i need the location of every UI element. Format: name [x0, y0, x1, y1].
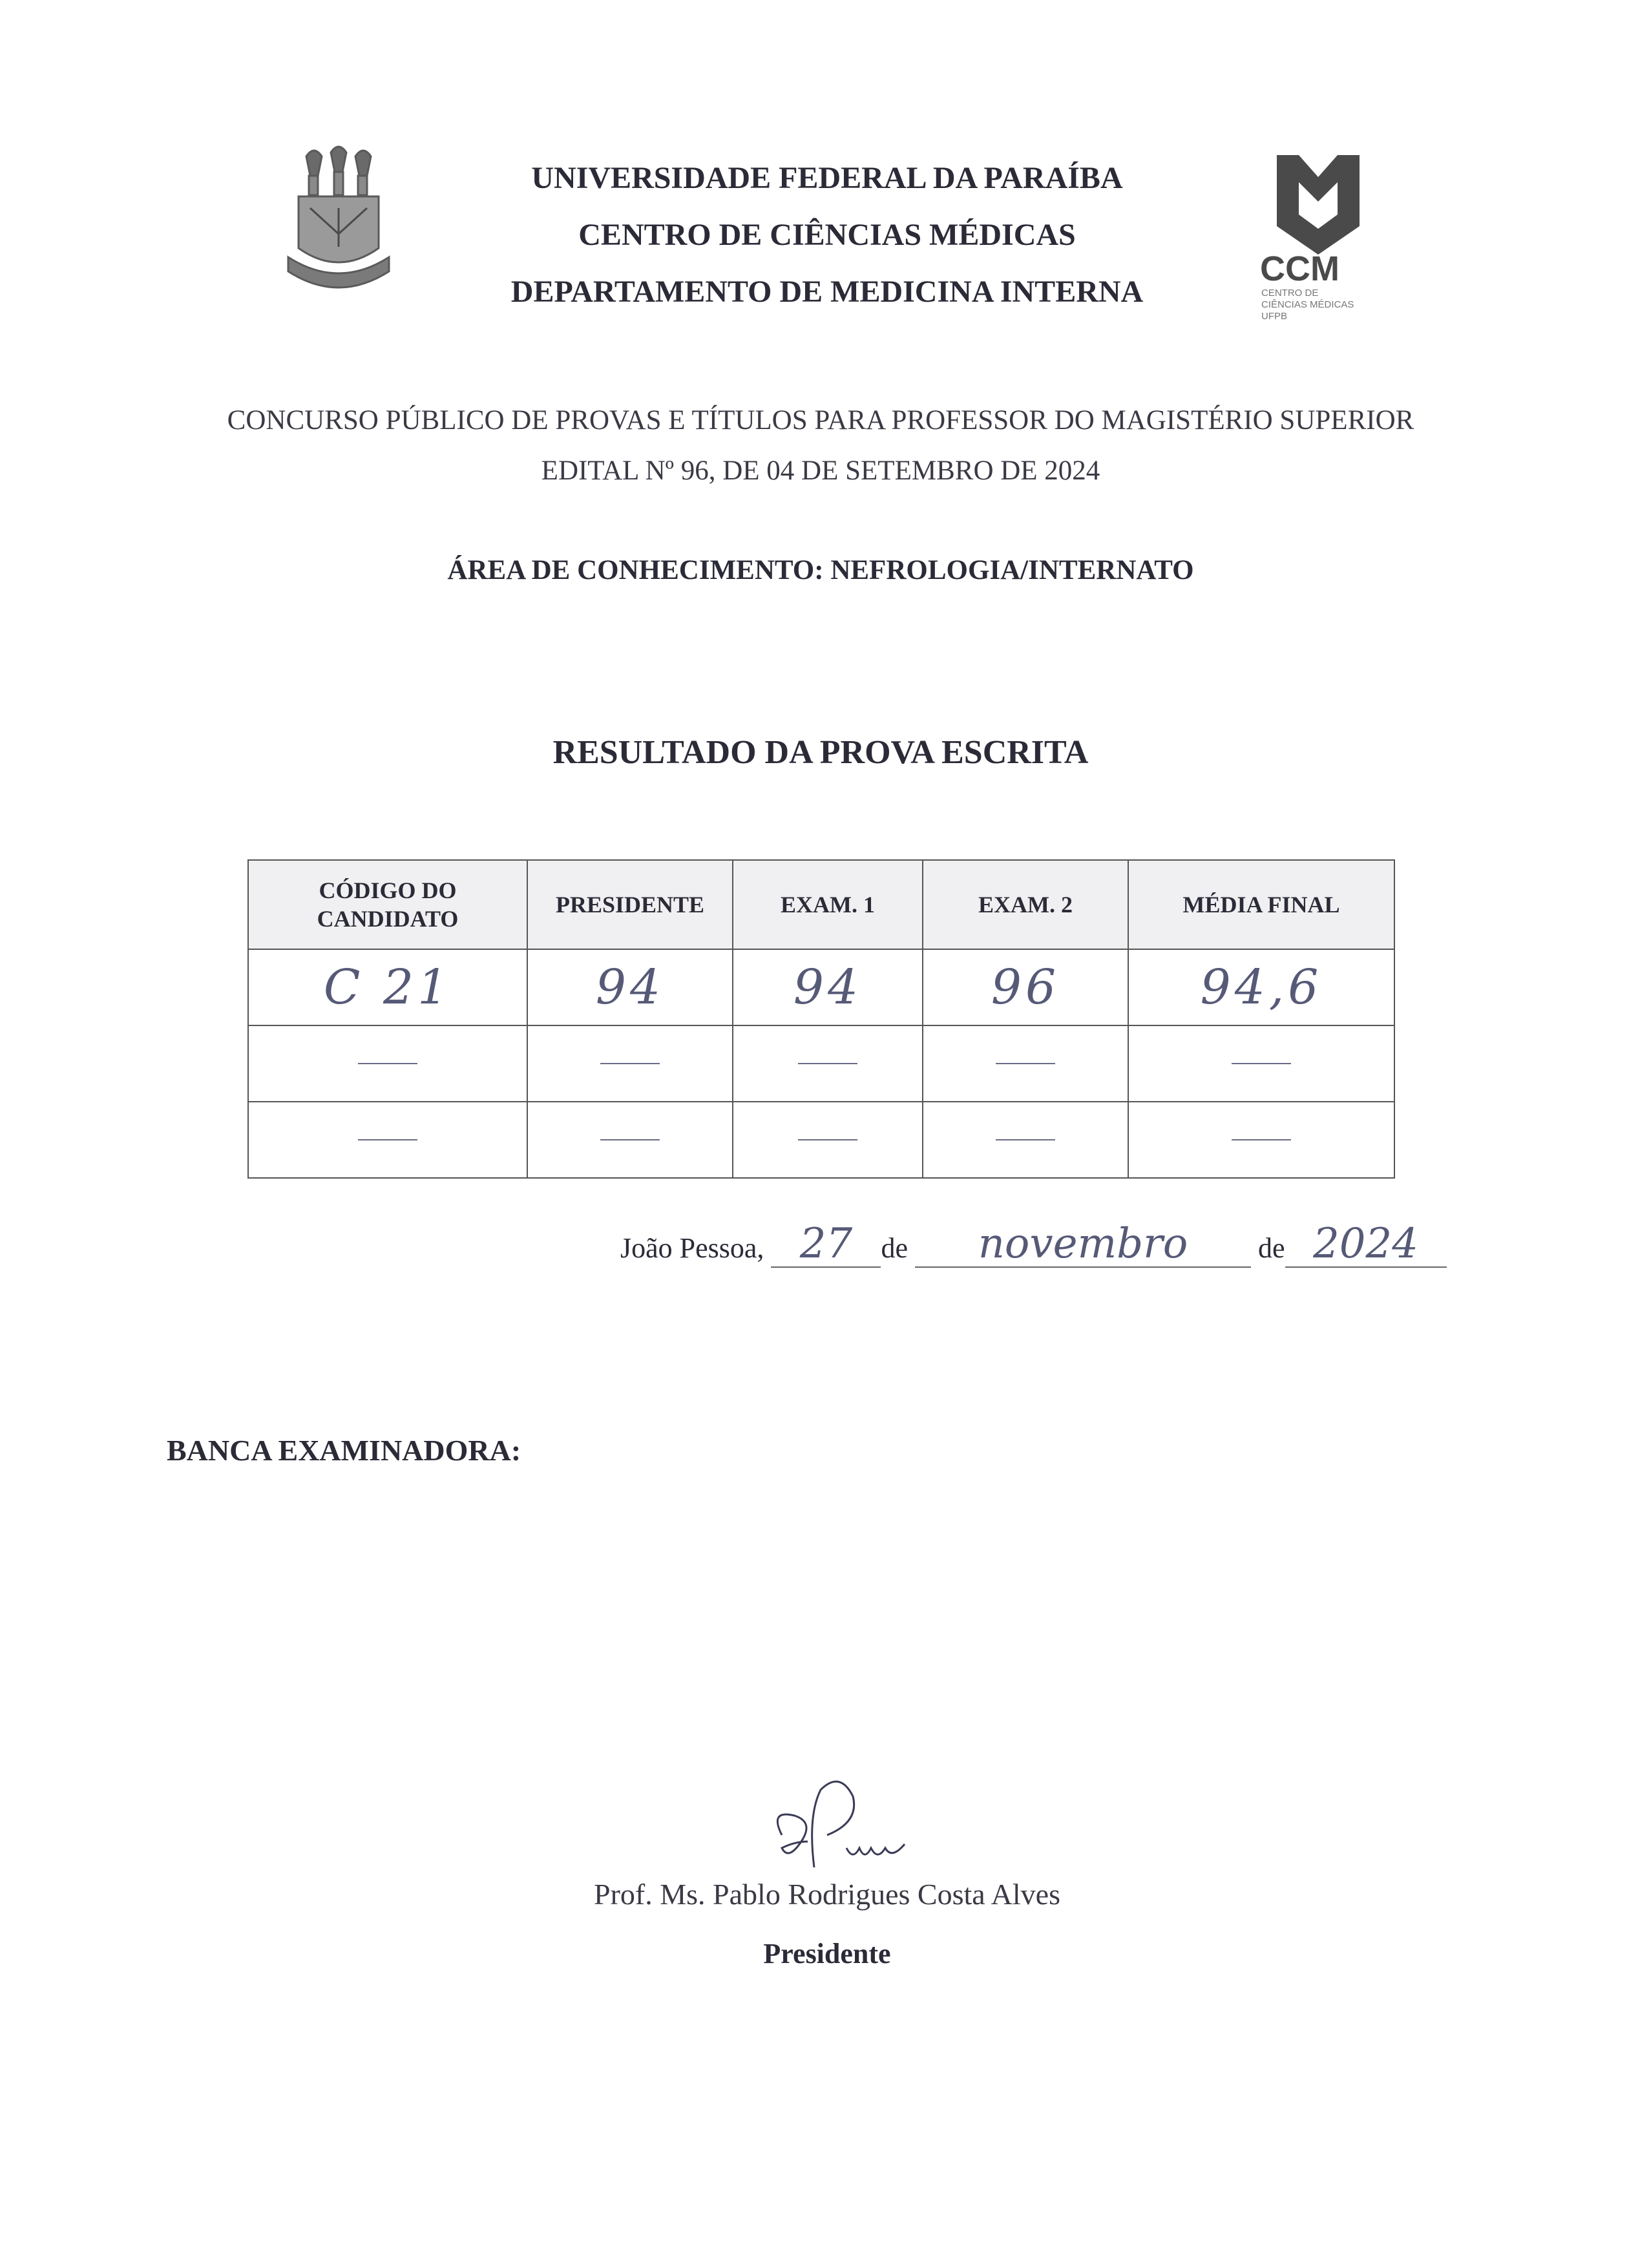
- knowledge-area: ÁREA DE CONHECIMENTO: NEFROLOGIA/INTERNATO: [447, 555, 1194, 585]
- cell-exam2-score: 96: [923, 949, 1128, 1025]
- cell-president-score: 94: [527, 949, 733, 1025]
- table-row-empty: [248, 1102, 1394, 1178]
- cell-blank-dash: [248, 1025, 527, 1102]
- date-line: [620, 1221, 1447, 1268]
- board-label: BANCA EXAMINADORA:: [167, 1434, 521, 1467]
- results-table: [247, 859, 1395, 1179]
- ccm-logo: [1254, 137, 1383, 331]
- department-name: DEPARTAMENTO DE MEDICINA INTERNA: [510, 275, 1144, 309]
- handwritten-signature: [756, 1770, 924, 1887]
- cell-blank-dash: [527, 1102, 733, 1178]
- cell-final-average: 94,6: [1128, 949, 1394, 1025]
- header-exam1: EXAM. 1: [733, 860, 923, 949]
- cell-candidate-code: C 21: [248, 949, 527, 1025]
- date-month: novembro: [915, 1221, 1251, 1268]
- university-name: UNIVERSIDADE FEDERAL DA PARAÍBA: [531, 161, 1123, 195]
- ccm-line2: CIÊNCIAS MÉDICAS: [1261, 299, 1354, 310]
- result-title: RESULTADO DA PROVA ESCRITA: [552, 734, 1089, 771]
- date-prefix: João Pessoa,: [620, 1232, 764, 1264]
- cell-exam1-score: 94: [733, 949, 923, 1025]
- date-year: 2024: [1285, 1221, 1447, 1268]
- header-exam2: EXAM. 2: [923, 860, 1128, 949]
- contest-info: [116, 395, 1525, 496]
- cell-blank-dash: [733, 1102, 923, 1178]
- contest-title: CONCURSO PÚBLICO DE PROVAS E TÍTULOS PARA PROFESSOR DO MAGISTÉRIO SUPERIOR: [227, 405, 1414, 436]
- cell-blank-dash: [527, 1025, 733, 1102]
- header-president: PRESIDENTE: [527, 860, 733, 949]
- ccm-acronym: CCM: [1260, 249, 1339, 288]
- cell-blank-dash: [923, 1102, 1128, 1178]
- cell-blank-dash: [1128, 1102, 1394, 1178]
- edital-line: EDITAL Nº 96, DE 04 DE SETEMBRO DE 2024: [541, 456, 1100, 486]
- ccm-line3: UFPB: [1261, 311, 1288, 322]
- table-row: [248, 949, 1394, 1025]
- ccm-line1: CENTRO DE: [1261, 288, 1319, 299]
- signer-name: Prof. Ms. Pablo Rodrigues Costa Alves: [594, 1878, 1060, 1911]
- date-sep1: de: [881, 1232, 908, 1264]
- signer-role: Presidente: [763, 1938, 891, 1969]
- table-header-row: [248, 860, 1394, 949]
- cell-blank-dash: [923, 1025, 1128, 1102]
- date-sep2: de: [1257, 1232, 1285, 1264]
- ufpb-crest-logo: [284, 143, 393, 297]
- date-day: 27: [771, 1221, 881, 1268]
- institution-header: [426, 150, 1228, 320]
- table-row-empty: [248, 1025, 1394, 1102]
- center-name: CENTRO DE CIÊNCIAS MÉDICAS: [578, 218, 1076, 252]
- cell-blank-dash: [248, 1102, 527, 1178]
- cell-blank-dash: [1128, 1025, 1394, 1102]
- header-candidate-code: CÓDIGO DO CANDIDATO: [248, 860, 527, 949]
- header-final-average: MÉDIA FINAL: [1128, 860, 1394, 949]
- cell-blank-dash: [733, 1025, 923, 1102]
